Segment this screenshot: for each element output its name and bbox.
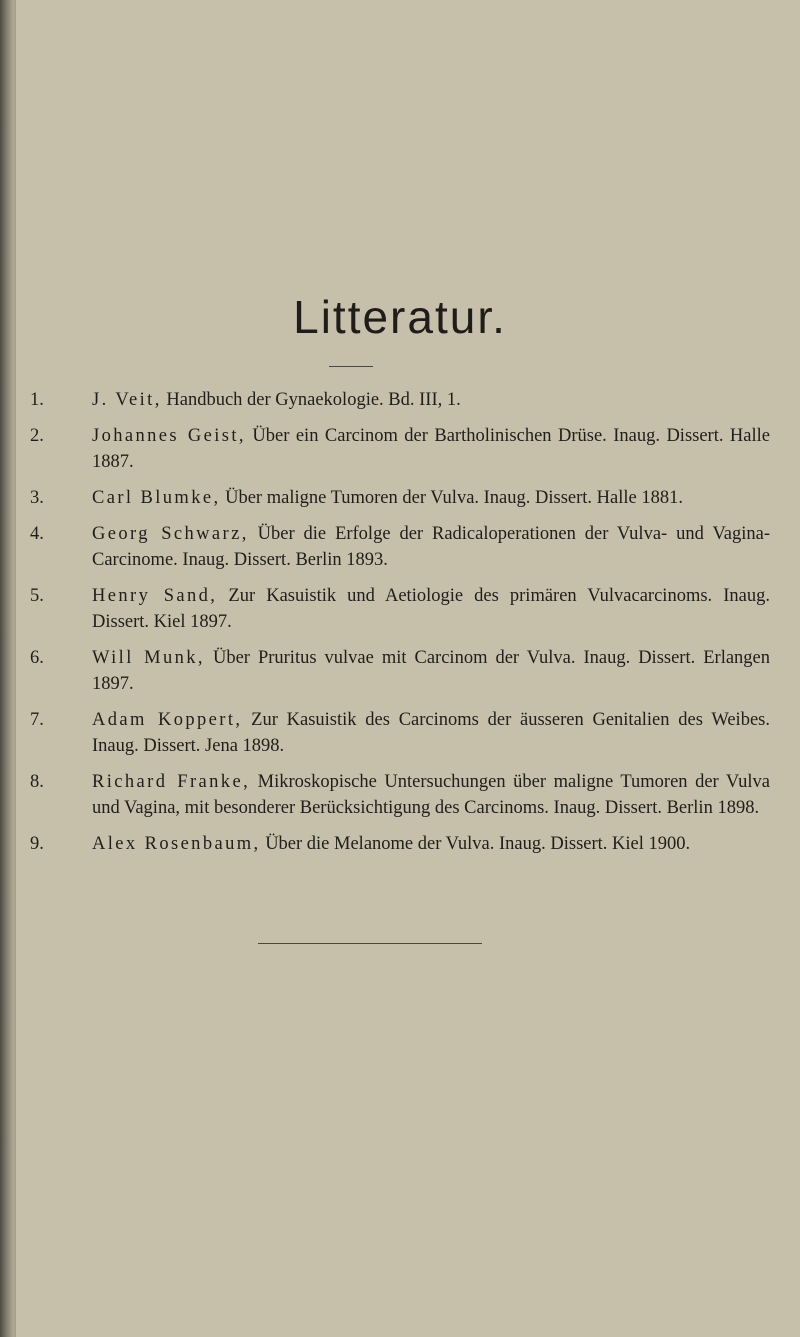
reference-item bbox=[30, 645, 770, 697]
reference-author: Adam Koppert, bbox=[92, 710, 243, 730]
reference-item bbox=[30, 485, 770, 511]
reference-number: 7. bbox=[30, 710, 44, 730]
reference-text: Über maligne Tumoren der Vulva. Inaug. Dissert. Halle 1881. bbox=[220, 488, 683, 508]
reference-text: Über ein Carcinom der Bartholinischen Drüse. Inaug. Dissert. Halle 1887. bbox=[92, 426, 770, 472]
reference-item bbox=[30, 387, 770, 413]
reference-author: Alex Rosenbaum, bbox=[92, 834, 261, 854]
page-edge bbox=[14, 0, 16, 1337]
page-title: Litteratur. bbox=[293, 291, 507, 343]
reference-item bbox=[30, 831, 770, 857]
reference-text: Über die Erfolge der Radicaloperationen der Vulva- und Vagina-Carcinome. Inaug. Dissert. Berlin 1893. bbox=[92, 524, 770, 570]
reference-number: 3. bbox=[30, 488, 44, 508]
reference-author: J. Veit, bbox=[92, 390, 162, 410]
reference-item bbox=[30, 423, 770, 475]
reference-author: Carl Blumke, bbox=[92, 488, 221, 508]
reference-author: Will Munk, bbox=[92, 648, 205, 668]
reference-list bbox=[30, 387, 770, 857]
reference-author: Henry Sand, bbox=[92, 586, 218, 606]
reference-number: 6. bbox=[30, 648, 44, 668]
reference-number: 4. bbox=[30, 524, 44, 544]
reference-number: 2. bbox=[30, 426, 44, 446]
reference-number: 5. bbox=[30, 586, 44, 606]
reference-item bbox=[30, 521, 770, 573]
reference-author: Richard Franke, bbox=[92, 772, 251, 792]
book-spine-shadow bbox=[0, 0, 14, 1337]
reference-item bbox=[30, 707, 770, 759]
reference-number: 8. bbox=[30, 772, 44, 792]
title-rule bbox=[329, 366, 373, 367]
reference-number: 9. bbox=[30, 834, 44, 854]
reference-text: Zur Kasuistik des Carcinoms der äusseren Genitalien des Weibes. Inaug. Dissert. Jena 1898. bbox=[92, 710, 770, 756]
reference-text: Über die Melanome der Vulva. Inaug. Dissert. Kiel 1900. bbox=[260, 834, 691, 854]
closing-rule bbox=[258, 943, 482, 944]
reference-text: Zur Kasuistik und Aetiologie des primären Vulvacarcinoms. Inaug. Dissert. Kiel 1897. bbox=[92, 586, 770, 632]
reference-item bbox=[30, 583, 770, 635]
reference-text: Handbuch der Gynaekologie. Bd. III, 1. bbox=[161, 390, 461, 410]
reference-item bbox=[30, 769, 770, 821]
reference-text: Mikroskopische Untersuchungen über maligne Tumoren der Vulva und Vagina, mit besonderer Berücksichtigung des Carcinoms. Inaug. Dissert. Berlin 1898. bbox=[92, 772, 771, 818]
reference-author: Georg Schwarz, bbox=[92, 524, 249, 544]
reference-text: Über Pruritus vulvae mit Carcinom der Vulva. Inaug. Dissert. Erlangen 1897. bbox=[92, 648, 771, 694]
reference-author: Johannes Geist, bbox=[92, 426, 246, 446]
reference-number: 1. bbox=[30, 390, 44, 410]
